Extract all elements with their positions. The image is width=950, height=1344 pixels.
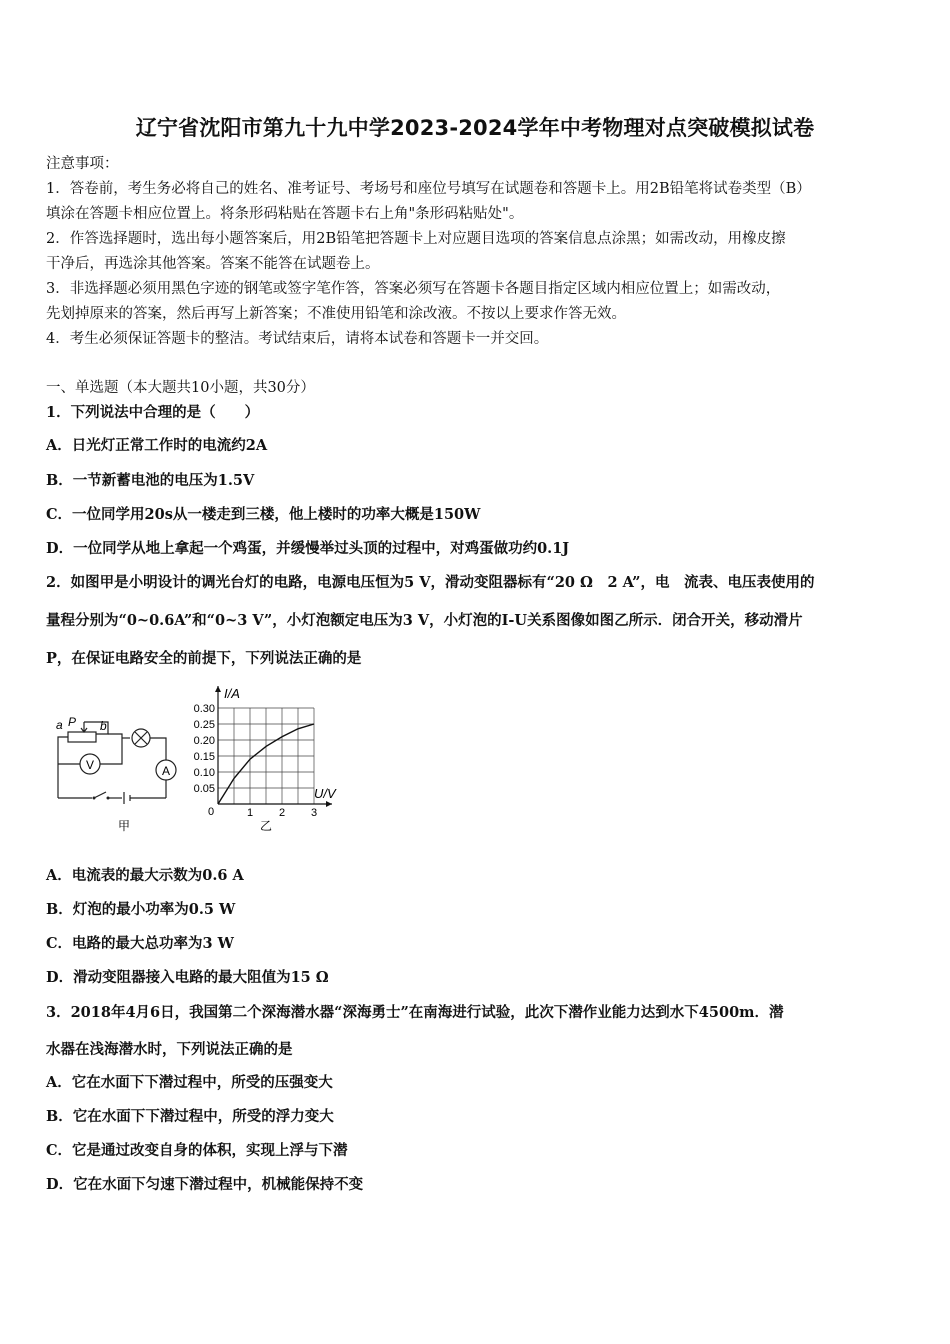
iu-chart: [180, 678, 360, 838]
notice-line: 3．非选择题必须用黑色字迹的钢笔或签字笔作答，答案必须写在答题卡各题目指定区域内相应位置上；如需改动，: [46, 281, 781, 297]
q3-stem-line: 水器在浅海潜水时，下列说法正确的是: [46, 1041, 293, 1058]
q3-option-b: B．它在水面下下潜过程中，所受的浮力变大: [46, 1108, 334, 1125]
label-a: a: [56, 718, 63, 732]
voltmeter-label: V: [86, 758, 95, 772]
rheostat: [68, 732, 96, 742]
q3-option-a: A．它在水面下下潜过程中，所受的压强变大: [46, 1074, 333, 1091]
switch: [94, 792, 106, 798]
notice-line: 先划掉原来的答案，然后再写上新答案；不准使用铅笔和涂改液。不按以上要求作答无效。: [46, 306, 626, 322]
y-axis-arrow: [215, 686, 221, 692]
q3-option-c: C．它是通过改变自身的体积，实现上浮与下潜: [46, 1142, 348, 1159]
y-tick-label: 0.10: [193, 767, 215, 779]
q1-option-c: C．一位同学用20s从一楼走到三楼，他上楼时的功率大概是150W: [46, 506, 481, 523]
y-tick-label: 0.30: [193, 703, 215, 715]
page-title: 辽宁省沈阳市第九十九中学2023-2024学年中考物理对点突破模拟试卷: [135, 116, 815, 140]
x-tick-label: 1: [247, 807, 254, 819]
y-tick-label: 0.20: [193, 735, 215, 747]
slider-p: [81, 722, 87, 732]
y-axis-label: I/A: [224, 686, 240, 701]
battery: [124, 792, 130, 804]
circuit-diagram: [50, 712, 180, 836]
label-b: b: [100, 719, 107, 733]
q1-option-d: D．一位同学从地上拿起一个鸡蛋，并缓慢举过头顶的过程中，对鸡蛋做功约0.1J: [46, 540, 570, 557]
q1-option-b: B．一节新蓄电池的电压为1.5V: [46, 472, 255, 489]
notice-line: 1．答卷前，考生务必将自己的姓名、准考证号、考场号和座位号填写在试题卷和答题卡上。用2B铅笔将试卷类型（B）: [46, 181, 811, 197]
x-axis-arrow: [326, 801, 332, 807]
q1-stem: 1．下列说法中合理的是（ ）: [46, 404, 260, 421]
q2-option-d: D．滑动变阻器接入电路的最大阻值为15 Ω: [46, 969, 329, 986]
notice-line: 干净后，再选涂其他答案。答案不能答在试题卷上。: [46, 256, 380, 272]
q2-stem-line: 量程分别为“0~0.6A”和“0~3 V”，小灯泡额定电压为3 V，小灯泡的I-U关系图像如图乙所示．闭合开关，移动滑片: [46, 612, 803, 629]
q2-option-c: C．电路的最大总功率为3 W: [46, 935, 234, 952]
y-tick-label: 0.05: [193, 783, 215, 795]
q3-stem-line: 3．2018年4月6日，我国第二个深海潜水器“深海勇士”在南海进行试验，此次下潜作业能力达到水下4500m．潜: [46, 1004, 784, 1021]
q2-option-b: B．灯泡的最小功率为0.5 W: [46, 901, 236, 918]
q1-option-a: A．日光灯正常工作时的电流约2A: [46, 437, 268, 454]
q2-option-a: A．电流表的最大示数为0.6 A: [46, 867, 244, 884]
x-tick-label: 2: [279, 807, 286, 819]
q2-stem-line: 2．如图甲是小明设计的调光台灯的电路，电源电压恒为5 V，滑动变阻器标有“20 Ω 2 A”，电 流表、电压表使用的: [46, 574, 815, 591]
y-tick-label: 0.15: [193, 751, 215, 763]
q3-option-d: D．它在水面下匀速下潜过程中，机械能保持不变: [46, 1176, 364, 1193]
label-p: P: [68, 715, 77, 729]
notice-line: 2．作答选择题时，选出每小题答案后，用2B铅笔把答题卡上对应题目选项的答案信息点涂黑；如需改动，用橡皮擦: [46, 231, 786, 247]
origin-label: 0: [208, 806, 215, 818]
notice-line: 填涂在答题卡相应位置上。将条形码粘贴在答题卡右上角"条形码粘贴处"。: [46, 206, 524, 222]
y-tick-label: 0.25: [193, 719, 215, 731]
q2-stem-line: P，在保证电路安全的前提下，下列说法正确的是: [46, 650, 362, 667]
section-heading: 一、单选题（本大题共10小题，共30分）: [46, 380, 315, 396]
notice-line: 4．考生必须保证答题卡的整洁。考试结束后，请将本试卷和答题卡一并交回。: [46, 331, 549, 347]
chart-caption: 乙: [260, 819, 273, 833]
x-tick-label: 3: [311, 807, 318, 819]
notice-heading: 注意事项：: [46, 156, 119, 172]
x-axis-label: U/V: [314, 786, 336, 801]
circuit-caption: 甲: [118, 819, 131, 833]
ammeter-label: A: [162, 764, 171, 778]
